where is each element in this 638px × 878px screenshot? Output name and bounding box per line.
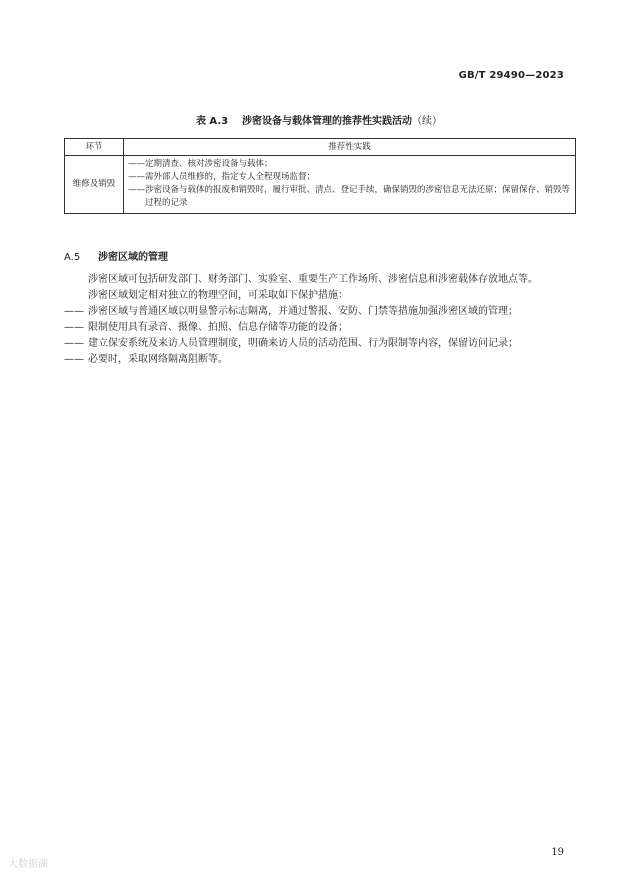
practice-item-text: 需外部人员维修的，指定专人全程现场监督； xyxy=(145,172,316,182)
list-item xyxy=(64,304,576,320)
bullet-dash: —— xyxy=(64,338,84,349)
practice-table xyxy=(64,138,576,214)
bullet-dash: —— xyxy=(64,354,84,365)
item-dash: —— xyxy=(128,172,145,182)
paragraph: 涉密区域划定相对独立的物理空间，可采取如下保护措施： xyxy=(88,290,348,301)
column-header-practice: 推荐性实践 xyxy=(124,139,576,156)
row-category: 维修及销毁 xyxy=(65,156,124,214)
list-item-text: 限制使用具有录音、摄像、拍照、信息存储等功能的设备； xyxy=(88,322,348,333)
practice-item xyxy=(128,171,571,184)
practice-item-text: 涉密设备与载体的报废和销毁时，履行审批、清点、登记手续，确保销毁的涉密信息无法还原；保留保存、销毁等过程的记录 xyxy=(145,185,571,208)
practice-item-text: 定期清查、核对涉密设备与载体； xyxy=(145,159,273,169)
table-caption xyxy=(0,112,638,127)
practice-item xyxy=(128,184,571,210)
table-row xyxy=(65,156,576,214)
table-header-row xyxy=(65,139,576,156)
table-caption-title: 涉密设备与载体管理的推荐性实践活动 xyxy=(242,116,413,127)
bullet-dash: —— xyxy=(64,306,84,317)
list-item-text: 必要时，采取网络隔离阻断等。 xyxy=(88,354,228,365)
practice-item xyxy=(128,158,571,171)
page-number: 19 xyxy=(551,847,564,858)
section-body xyxy=(64,272,576,368)
table-caption-prefix: 表 A.3 xyxy=(195,116,229,127)
item-dash: —— xyxy=(128,185,145,195)
list-item xyxy=(64,336,576,352)
table-caption-suffix: （续） xyxy=(412,116,443,127)
row-practices xyxy=(124,156,576,214)
watermark: 大数据湖 xyxy=(8,859,48,870)
section-heading xyxy=(64,248,168,263)
list-item-text: 建立保安系统及来访人员管理制度，明确来访人员的活动范围、行为限制等内容，保留访问记录； xyxy=(88,338,518,349)
column-header-stage: 环节 xyxy=(65,139,124,156)
section-number: A.5 xyxy=(64,252,81,263)
list-item-text: 涉密区域与普通区域以明显警示标志隔离，并通过警报、安防、门禁等措施加强涉密区域的管理； xyxy=(88,306,518,317)
standard-number: GB/T 29490—2023 xyxy=(458,70,564,81)
item-dash: —— xyxy=(128,159,145,169)
list-item xyxy=(64,352,576,368)
section-title: 涉密区域的管理 xyxy=(98,252,168,263)
list-item xyxy=(64,320,576,336)
bullet-dash: —— xyxy=(64,322,84,333)
paragraph: 涉密区域可包括研发部门、财务部门、实验室、重要生产工作场所、涉密信息和涉密载体存放地点等。 xyxy=(88,274,538,285)
